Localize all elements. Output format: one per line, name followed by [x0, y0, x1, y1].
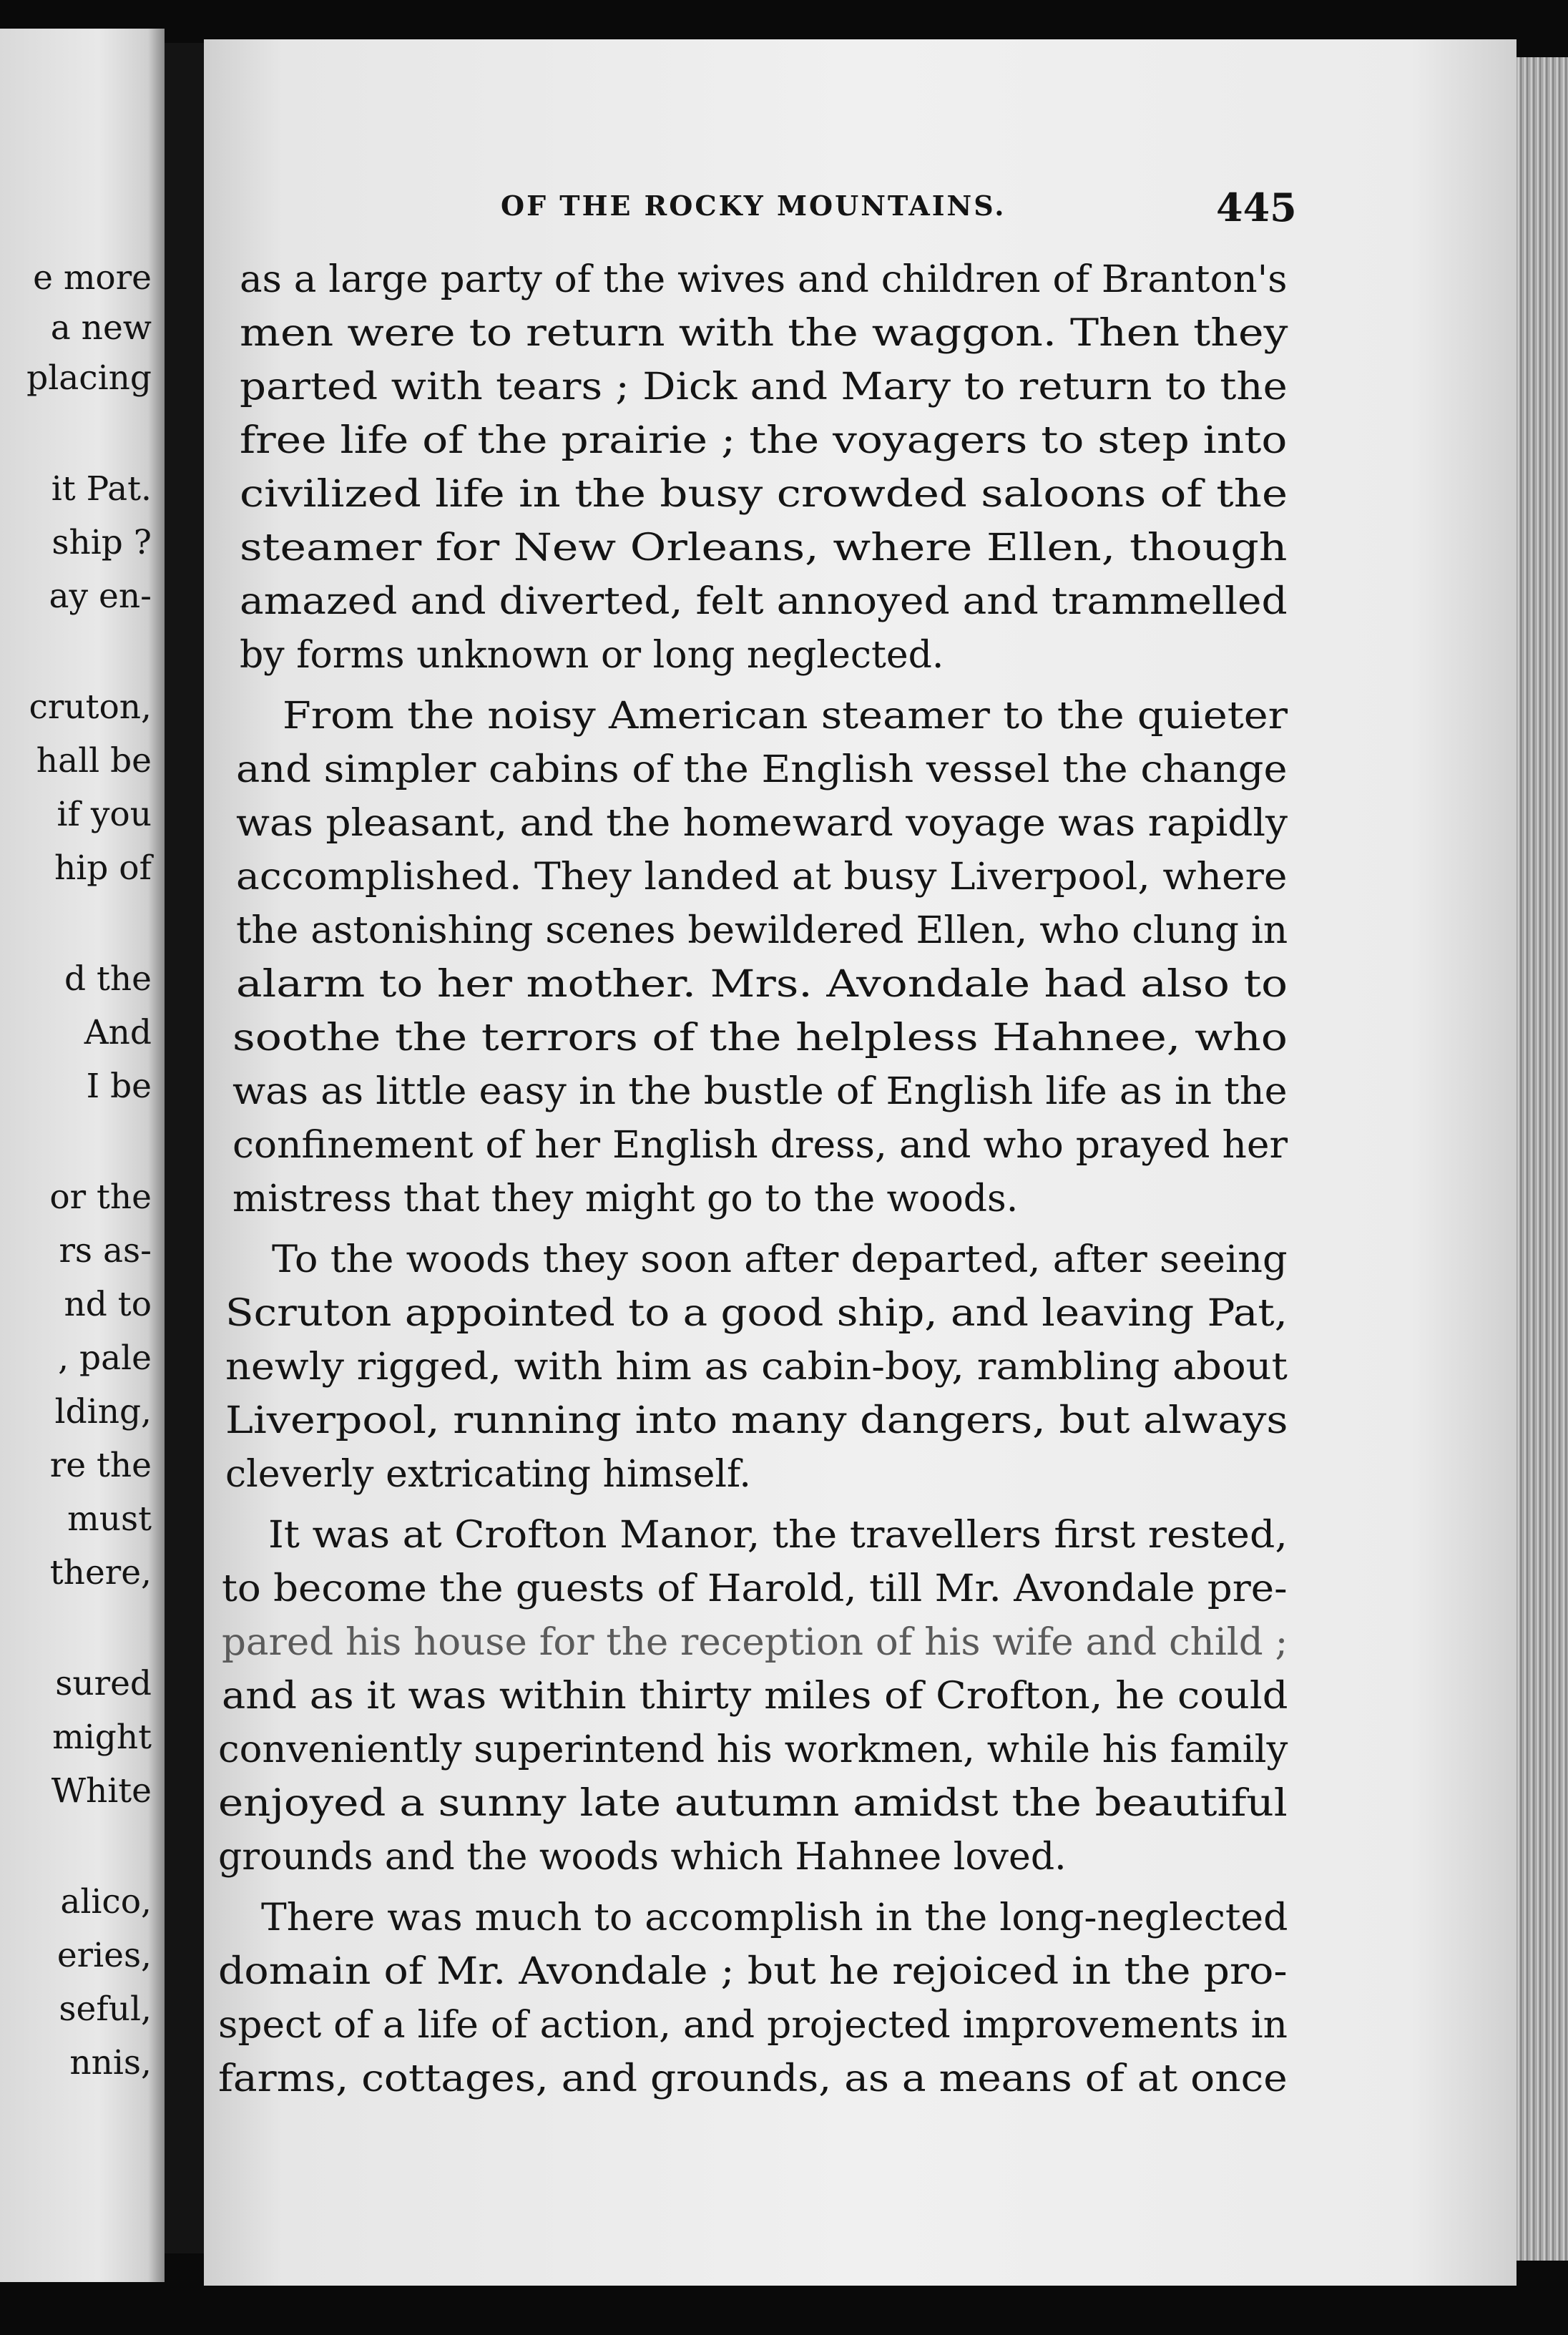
- body-line: mistress that they might go to the woods.: [232, 1178, 1019, 1220]
- body-line: pared his house for the reception of his wife and child ;: [222, 1621, 1288, 1664]
- body-line: to become the guests of Harold, till Mr. Avondale pre-: [222, 1567, 1288, 1610]
- left-page-line: rs as-: [59, 1231, 152, 1271]
- body-line: conveniently superintend his workmen, while his family: [218, 1728, 1288, 1771]
- body-line: Scruton appointed to a good ship, and leaving Pat,: [225, 1292, 1288, 1335]
- left-page-line: hip of: [54, 848, 152, 888]
- body-line: accomplished. They landed at busy Liverpool, where: [236, 856, 1288, 899]
- left-page-line: eries,: [57, 1936, 152, 1975]
- body-line: There was much to accomplish in the long-neglected: [261, 1896, 1288, 1939]
- page-edges: [1516, 57, 1568, 2261]
- body-line: cleverly extricating himself.: [225, 1453, 751, 1496]
- body-line: It was at Crofton Manor, the travellers first rested,: [268, 1514, 1288, 1557]
- body-line: and simpler cabins of the English vessel the change: [236, 748, 1288, 791]
- left-page-line: sured: [55, 1664, 152, 1703]
- left-page-line: hall be: [36, 741, 152, 780]
- left-page-line: there,: [49, 1553, 152, 1592]
- left-page-line: I be: [86, 1067, 152, 1106]
- left-page-line: alico,: [60, 1882, 152, 1922]
- body-line: enjoyed a sunny late autumn amidst the beautiful: [218, 1782, 1288, 1825]
- left-page-line: placing: [26, 358, 152, 398]
- left-page-line: ay en-: [49, 577, 152, 616]
- body-line: men were to return with the waggon. Then they: [240, 312, 1288, 355]
- body-line: amazed and diverted, felt annoyed and trammelled: [240, 580, 1288, 623]
- body-line: by forms unknown or long neglected.: [240, 634, 944, 677]
- body-line: was pleasant, and the homeward voyage was rapidly: [236, 802, 1288, 845]
- left-page-line: seful,: [59, 1989, 152, 2029]
- left-page-line: nnis,: [69, 2043, 152, 2082]
- body-line: civilized life in the busy crowded saloons of the: [240, 473, 1288, 516]
- body-line: and as it was within thirty miles of Crofton, he could: [222, 1675, 1288, 1718]
- body-line: grounds and the woods which Hahnee loved.: [218, 1836, 1067, 1879]
- body-line: steamer for New Orleans, where Ellen, though: [240, 527, 1288, 569]
- body-line: soothe the terrors of the helpless Hahnee, who: [232, 1017, 1288, 1059]
- left-page-line: might: [52, 1718, 152, 1757]
- left-page-line: And: [84, 1013, 152, 1052]
- left-page-line: , pale: [58, 1338, 152, 1378]
- body-line: the astonishing scenes bewildered Ellen, who clung in: [236, 909, 1288, 952]
- left-page-line: if you: [57, 795, 152, 834]
- body-line: free life of the prairie ; the voyagers to step into: [240, 419, 1288, 462]
- left-page-line: ship ?: [52, 523, 152, 562]
- body-line: newly rigged, with him as cabin-boy, rambling about: [225, 1346, 1288, 1389]
- body-line: confinement of her English dress, and who prayed her: [232, 1124, 1288, 1167]
- body-line: farms, cottages, and grounds, as a means of at once: [218, 2057, 1288, 2100]
- left-page-line: a new: [50, 308, 152, 348]
- book-gutter: [165, 43, 204, 2253]
- left-page-line: or the: [49, 1178, 152, 1217]
- left-page-line: it Pat.: [51, 469, 152, 509]
- left-page: [0, 29, 165, 2282]
- body-line: parted with tears ; Dick and Mary to return to the: [240, 366, 1288, 408]
- body-line: as a large party of the wives and children of Branton's: [240, 258, 1288, 301]
- left-page-line: White: [51, 1771, 152, 1811]
- left-page-line: must: [67, 1499, 152, 1539]
- body-line: alarm to her mother. Mrs. Avondale had also to: [236, 963, 1288, 1006]
- left-page-line: e more: [33, 258, 152, 298]
- body-line: spect of a life of action, and projected improvements in: [218, 2004, 1288, 2047]
- running-head: OF THE ROCKY MOUNTAINS.: [501, 190, 1006, 222]
- body-line: To the woods they soon after departed, after seeing: [272, 1238, 1288, 1281]
- body-line: Liverpool, running into many dangers, but always: [225, 1399, 1288, 1442]
- left-page-line: nd to: [64, 1285, 152, 1324]
- page-number: 445: [1216, 185, 1297, 230]
- left-page-line: lding,: [54, 1392, 152, 1431]
- body-line: domain of Mr. Avondale ; but he rejoiced in the pro-: [218, 1950, 1288, 1993]
- body-line: From the noisy American steamer to the quieter: [283, 695, 1288, 738]
- left-page-line: cruton,: [29, 687, 152, 727]
- left-page-line: d the: [64, 959, 152, 999]
- body-line: was as little easy in the bustle of English life as in the: [232, 1070, 1288, 1113]
- left-page-line: re the: [49, 1446, 152, 1485]
